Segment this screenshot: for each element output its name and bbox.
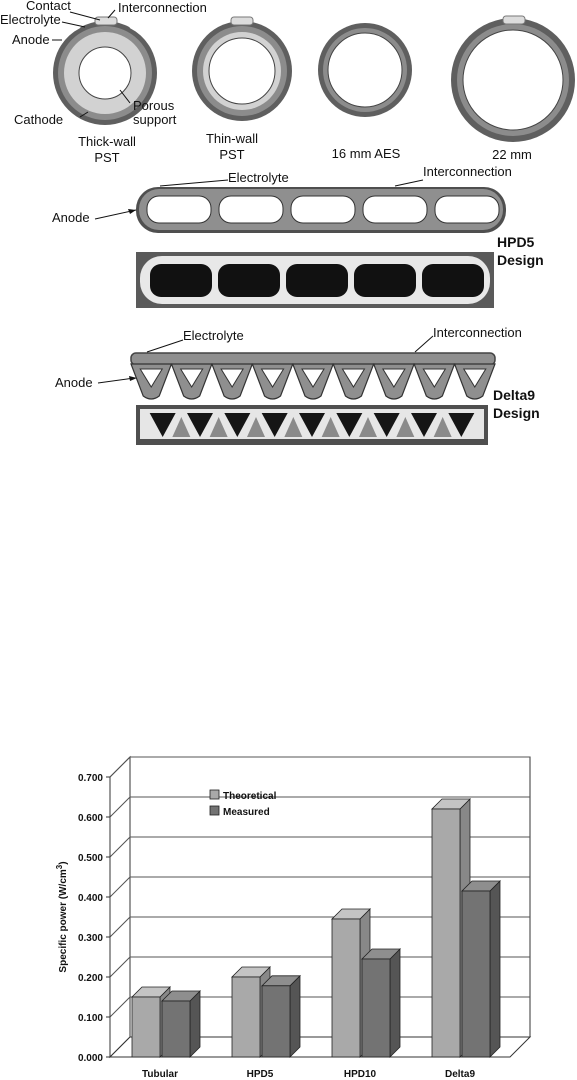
delta9-channels: [131, 364, 495, 399]
hpd5-channel: [435, 196, 499, 223]
bar-measured-tubular: [162, 1001, 190, 1057]
y-tick-label: 0.000: [77, 1053, 103, 1064]
bar-side: [390, 949, 400, 1057]
hpd5-photo-channel: [218, 264, 280, 297]
bar-theoretical-hpd10: [332, 919, 360, 1057]
hpd5-design-label: HPD5 Design: [497, 234, 544, 268]
hpd5-anode-label: Anode: [52, 210, 90, 225]
x-category-label: Delta9: [444, 1069, 476, 1080]
hpd5-channel: [219, 196, 283, 223]
x-category-label: HPD5: [246, 1069, 274, 1080]
legend-swatch: [210, 806, 219, 815]
hpd5-photo-channel: [354, 264, 416, 297]
electrolyte-label: Electrolyte: [0, 12, 61, 27]
interconnection-label: Interconnection: [118, 0, 207, 15]
hpd5-interconnection-label: Interconnection: [423, 164, 512, 179]
hpd5-channels: [147, 196, 499, 223]
caption-22mm: 22 mm: [492, 147, 532, 162]
caption-thin-wall: Thin-wall PST: [205, 131, 259, 162]
specific-power-chart: [55, 757, 530, 1080]
delta9-design-label: Delta9 Design: [493, 387, 540, 421]
thin-wall-pst-tube: [192, 17, 292, 121]
bar-side: [490, 881, 500, 1057]
y-tick-label: 0.400: [77, 893, 103, 904]
hpd5-channel: [363, 196, 427, 223]
x-category-label: HPD10: [343, 1069, 377, 1080]
porous-support-label: Porous support: [133, 98, 177, 127]
delta9-design: [55, 325, 540, 445]
hpd5-electrolyte-label: Electrolyte: [228, 170, 289, 185]
bar-measured-hpd5: [262, 986, 290, 1057]
x-category-label: Tubular: [142, 1069, 178, 1080]
cathode-label: Cathode: [14, 112, 64, 127]
delta9-interconnection-label: Interconnection: [433, 325, 522, 340]
y-tick-label: 0.200: [77, 973, 103, 984]
tubular-cells: [0, 0, 575, 165]
bar-theoretical-delta9: [432, 809, 460, 1057]
caption-16mm-aes: 16 mm AES: [331, 146, 401, 161]
y-tick-label: 0.700: [77, 773, 103, 784]
bar-measured-delta9: [462, 891, 490, 1057]
legend-label: Measured: [223, 807, 270, 818]
y-axis-label: Specific power $(W/cm^3)$: [55, 861, 69, 973]
hpd5-photo-channel: [150, 264, 212, 297]
y-tick-label: 0.600: [77, 813, 103, 824]
bar-measured-hpd10: [362, 959, 390, 1057]
delta9-electrolyte-label: Electrolyte: [183, 328, 244, 343]
bar-side: [190, 991, 200, 1057]
y-tick-label: 0.100: [77, 1013, 103, 1024]
contact-label: Contact: [26, 0, 71, 13]
bar-theoretical-hpd5: [232, 977, 260, 1057]
hpd5-photo: [136, 252, 494, 308]
legend-label: Theoretical: [223, 791, 277, 802]
delta9-photo: [136, 405, 488, 445]
chart-side-wall: [110, 757, 130, 1057]
y-tick-label: 0.300: [77, 933, 103, 944]
delta9-anode-label: Anode: [55, 375, 93, 390]
hpd5-design: [52, 164, 544, 308]
y-tick-label: 0.500: [77, 853, 103, 864]
tube-22mm: [451, 16, 575, 142]
hpd5-photo-channel: [286, 264, 348, 297]
hpd5-channel: [147, 196, 211, 223]
caption-thick-wall: Thick-wall PST: [78, 134, 136, 165]
legend-swatch: [210, 790, 219, 799]
anode-label: Anode: [12, 32, 50, 47]
hpd5-channel: [291, 196, 355, 223]
bar-theoretical-tubular: [132, 997, 160, 1057]
bar-side: [290, 976, 300, 1057]
hpd5-photo-channel: [422, 264, 484, 297]
aes-16mm-tube: [318, 23, 412, 117]
